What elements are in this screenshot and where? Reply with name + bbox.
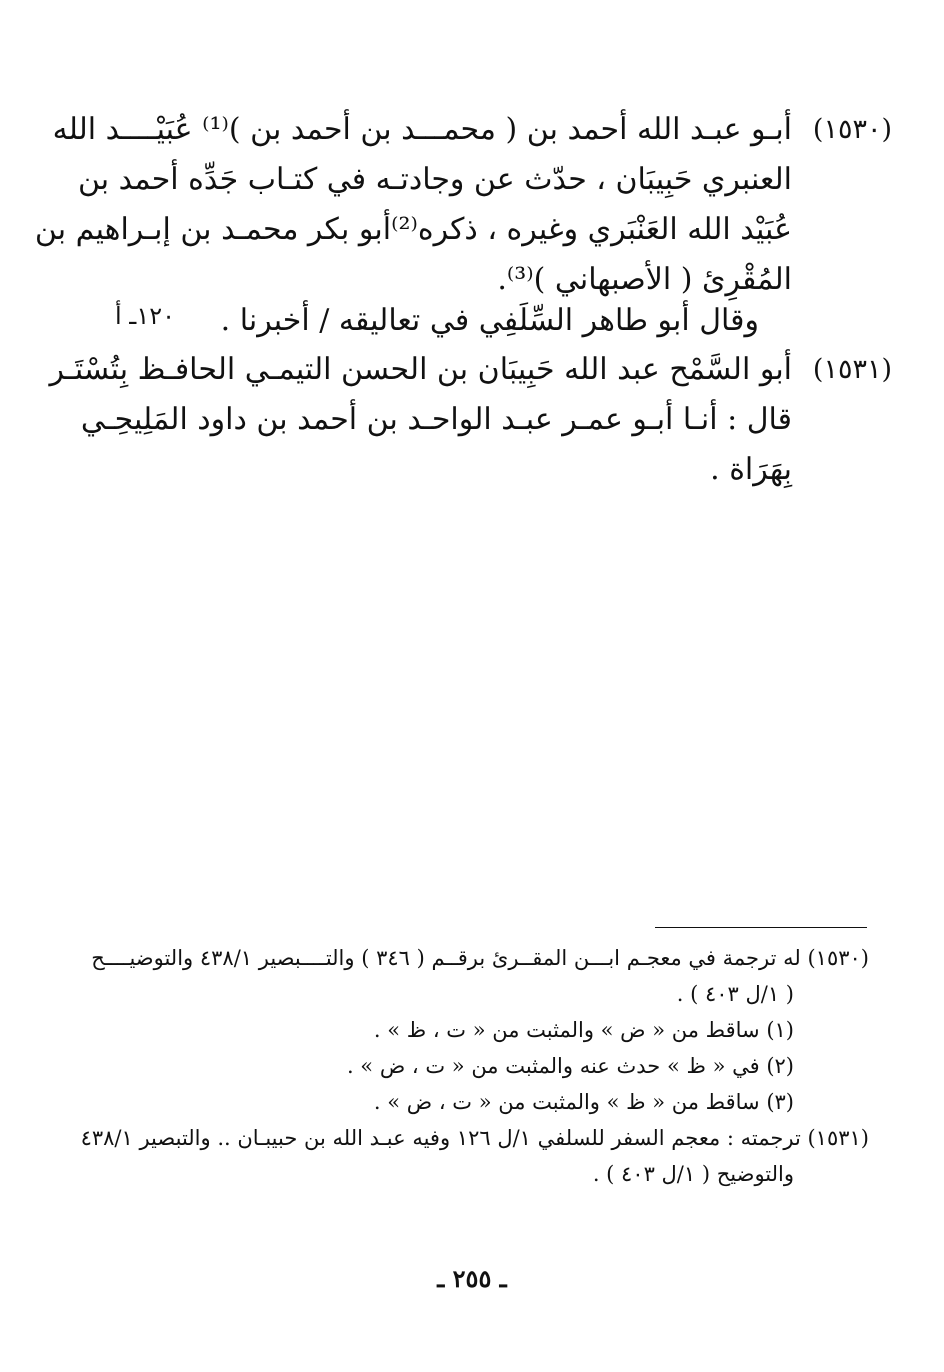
entry-text [169,296,759,346]
footnote-line: ( ١/ل ٤٠٣ ) . [676,982,794,1006]
entry-line: أبو السَّمْح عبد الله حَبِيبَان بن الحسن التيمـي الحافـظ بِتُسْتَـر [49,352,792,387]
entry-1531 [0,345,944,505]
entry-number: (١٥٣٠) [812,114,892,145]
entry-line: العنبري حَبِيبَان ، حدّث عن وجادتـه في كتـاب جَدِّه أحمد بن [77,162,792,197]
entry-text [49,345,792,495]
footnote-line: (٣) ساقط من « ظ » والمثبت من « ت ، ض » . [373,1090,794,1114]
footnotes [80,940,869,1192]
footnote-line: (١) ساقط من « ض » والمثبت من « ت ، ظ » . [373,1018,794,1042]
manuscript-folio-note: ١٢٠ـ أ [115,302,175,330]
entry-line: عُبَيْد الله العَنْبَري وغيره ، ذكره⁽²⁾أبو بكر محمـد بن إبـراهيم بن [34,212,792,247]
footnote-line: (١٥٣١) ترجمته : معجم السفر للسلفي ١/ل ١٢٦ وفيه عبـد الله بن حبيبـان .. والتبصير ٤٣٨/١ [80,1126,869,1150]
entry-line: قال : أنـا أبـو عمـر عبـد الواحـد بن أحمد بن داود المَلِيحِـي [80,402,792,437]
footnote-separator [655,927,867,928]
entry-line: أبـو عبـد الله أحمد بن ( محمـــد بن أحمد بن )⁽¹⁾ عُبَيْــــد الله [52,112,792,147]
entry-line: المُقْرِئ ( الأصبهاني )⁽³⁾. [497,262,792,297]
footnote-line: والتوضيح ( ١/ل ٤٠٣ ) . [592,1162,794,1186]
entry-line: بِهَرَاة . [710,452,792,487]
entry-1530 [0,105,944,315]
entry-text [34,105,792,305]
footnote-line: (٢) في « ظ » حدث عنه والمثبت من « ت ، ض » . [346,1054,794,1078]
entry-number: (١٥٣١) [812,354,892,385]
footnote-line: (١٥٣٠) له ترجمة في معجـم ابـــن المقــرئ برقــم ( ٣٤٦ ) والتــــبصير ٤٣٨/١ والتوضيــــح [91,946,869,970]
page-number: ـ ٢٥٥ ـ [437,1264,507,1293]
entry-line: وقال أبو طاهر السِّلَفِي في تعاليقه / أخبرنا . [220,303,759,338]
